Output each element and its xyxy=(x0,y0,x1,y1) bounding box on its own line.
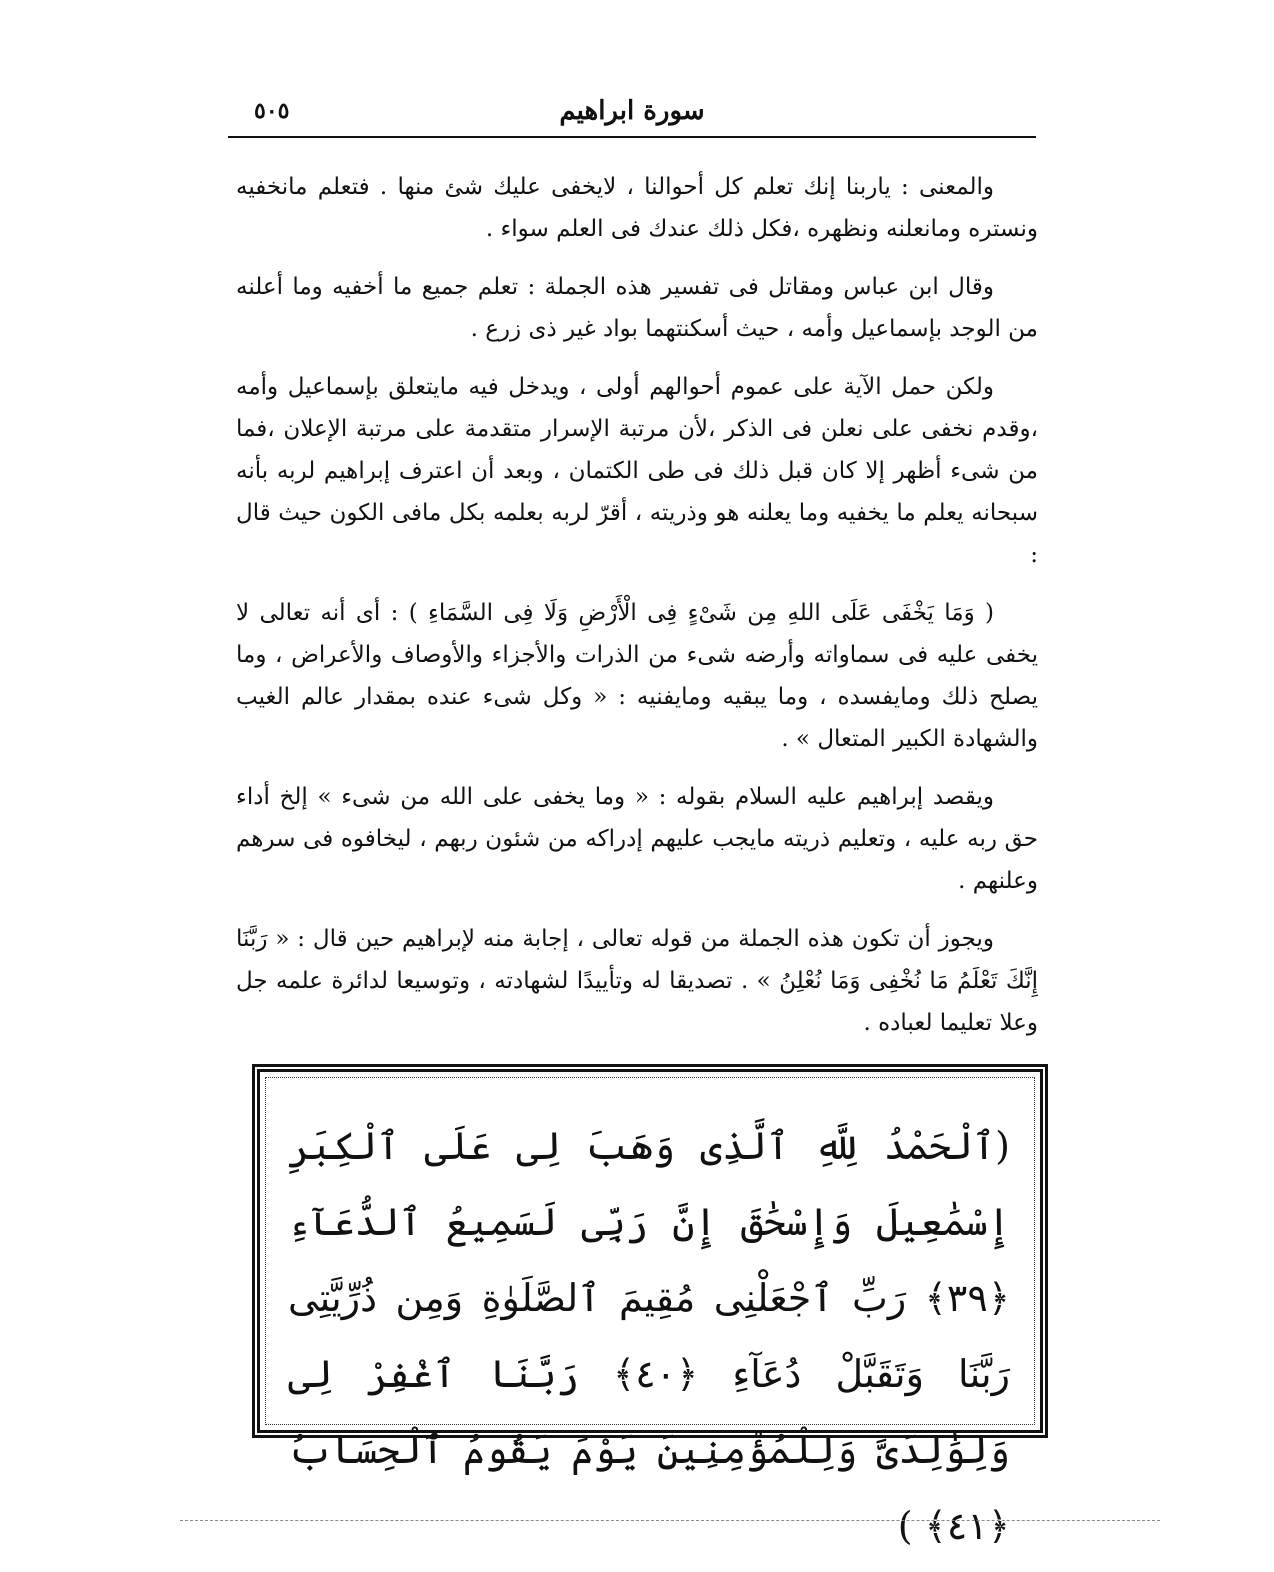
paragraph: ( وَمَا يَخْفَى عَلَى اللهِ مِن شَىْءٍ فِى الْأَرْضِ وَلَا فِى السَّمَاءِ ) : أى أنه تعالى لا يخفى عليه فى سماواته وأرضه شىء من الذرات والأجزاء والأوصاف والأعراض ، وما يصلح ذلك ومايفسده ، وما يبقيه ومايفنيه : « وكل شىء عنده بمقدار عالم الغيب والشهادة الكبير المتعال » . xyxy=(236,600,1038,752)
page-number: ٥٠٥ xyxy=(254,98,290,124)
paragraph: ويقصد إبراهيم عليه السلام بقوله : « وما يخفى على الله من شىء » إلخ أداء حق ربه عليه ، وتعليم ذريته مايجب عليهم إدراكه من شئون ربهم ، ليخافوه فى سرهم وعلنهم . xyxy=(236,784,1038,894)
paragraph: ويجوز أن تكون هذه الجملة من قوله تعالى ، إجابة منه لإبراهيم حين قال : « رَبَّنَا إِنَّكَ تَعْلَمُ مَا نُخْفِى وَمَا نُعْلِنُ » . تصديقا له وتأييدًا لشهادته ، وتوسيعا لدائرة علمه جل وعلا تعليما لعباده . xyxy=(236,926,1038,1036)
footer-divider xyxy=(180,1520,1160,1521)
paragraph: وقال ابن عباس ومقاتل فى تفسير هذه الجملة : تعلم جميع ما أخفيه وما أعلنه من الوجد بإسماعيل وأمه ، حيث أسكنتهما بواد غير ذى زرع . xyxy=(236,274,1038,342)
paragraph: ولكن حمل الآية على عموم أحوالهم أولى ، ويدخل فيه مايتعلق بإسماعيل وأمه ،وقدم نخفى على نعلن فى الذكر ،لأن مرتبة الإسرار متقدمة على مرتبة الإعلان ،فما من شىء أظهر إلا كان قبل ذلك فى طى الكتمان ، وبعد أن اعترف إبراهيم لربه بأنه سبحانه يعلم ما يخفيه وما يعلنه هو وذريته ، أقرّ لربه بعلمه بكل مافى الكون حيث قال : xyxy=(236,374,1039,568)
commentary-text xyxy=(236,166,1038,1060)
surah-title: سورة ابراهيم xyxy=(559,96,705,126)
page-header xyxy=(228,92,1036,138)
quran-verse-frame xyxy=(252,1064,1048,1548)
paragraph: والمعنى : ياربنا إنك تعلم كل أحوالنا ، لايخفى عليك شئ منها . فتعلم مانخفيه ونستره ومانعلنه ونظهره ،فكل ذلك عندك فى العلم سواء . xyxy=(236,174,1038,242)
quran-verse-text: (ٱلْحَمْدُ لِلَّهِ ٱلَّذِى وَهَبَ لِى عَلَى ٱلْكِبَرِ إِسْمَٰعِيلَ وَإِسْحَٰقَ إِنَّ رَبِّى لَسَمِيعُ ٱلدُّعَآءِ ﴿٣٩﴾ رَبِّ ٱجْعَلْنِى مُقِيمَ ٱلصَّلَوٰةِ وَمِن ذُرِّيَّتِى رَبَّنَا وَتَقَبَّلْ دُعَآءِ ﴿٤٠﴾ رَبَّنَا ٱغْفِرْ لِى وَلِوَٰلِدَىَّ وَلِلْمُؤْمِنِينَ يَوْمَ يَقُومُ ٱلْحِسَابُ ﴿٤١﴾ ) xyxy=(288,1124,1010,1548)
